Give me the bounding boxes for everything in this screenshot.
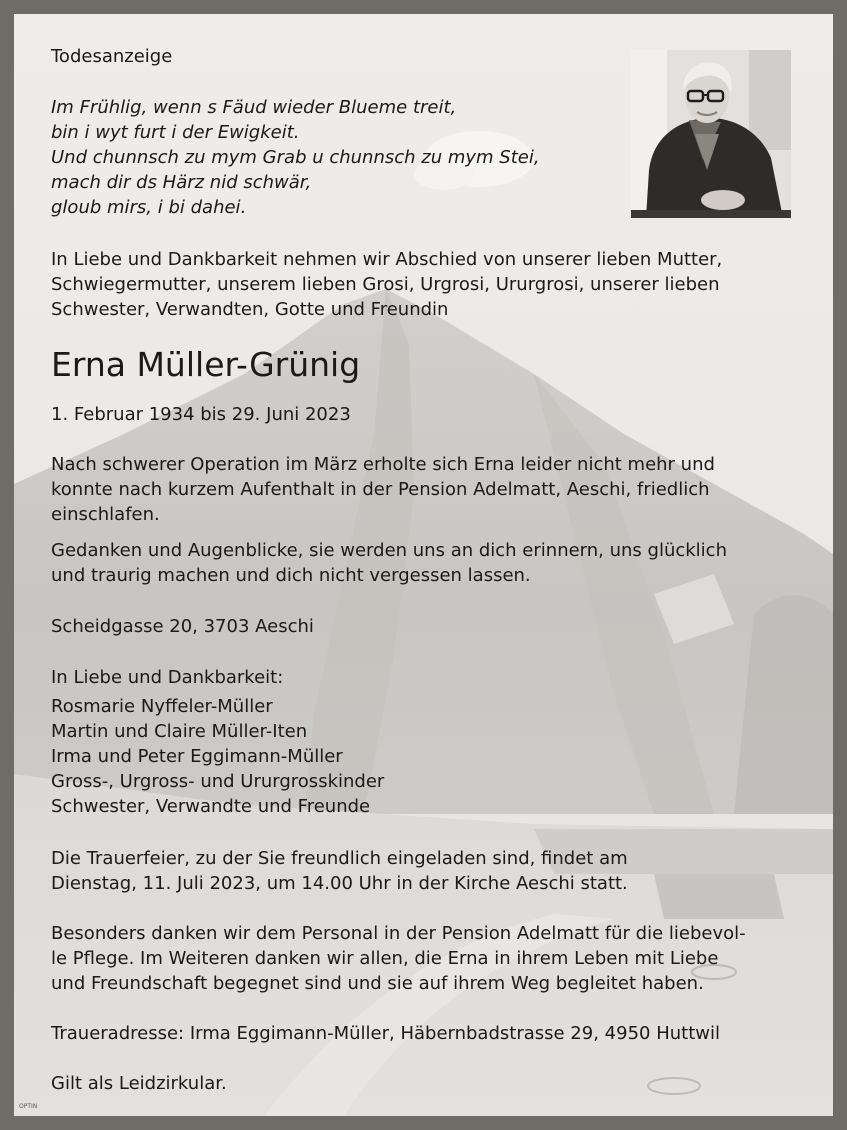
deceased-name: Erna Müller-Grünig [51,345,361,384]
mourners-heading: In Liebe und Dankbarkeit: [51,667,284,688]
poem-line: mach dir ds Härz nid schwär, [51,172,312,193]
mourner-entry: Irma und Peter Eggimann-Müller [51,746,343,767]
home-address: Scheidgasse 20, 3703 Aeschi [51,616,314,637]
mourner-entry: Martin und Claire Müller-Iten [51,721,308,742]
paragraph-line: und traurig machen und dich nicht vergessen lassen. [51,565,531,586]
poem-line: gloub mirs, i bi dahei. [51,197,247,218]
paragraph-line: Nach schwerer Operation im März erholte sich Erna leider nicht mehr und [51,454,715,475]
poem-line: Im Frühlig, wenn s Fäud wieder Blueme treit, [51,97,457,118]
paragraph-line: Gedanken und Augenblicke, sie werden uns an dich erinnern, uns glücklich [51,540,727,561]
intro-line: Schwiegermutter, unserem lieben Grosi, Urgrosi, Ururgrosi, unserer lieben [51,274,720,295]
obituary-text [14,14,833,1116]
life-dates: 1. Februar 1934 bis 29. Juni 2023 [51,404,351,425]
thanks-line: und Freundschaft begegnet sind und sie auf ihrem Weg begleitet haben. [51,973,704,994]
obituary-card [14,14,833,1116]
credit-text: OPTIN [19,1103,38,1110]
service-line: Die Trauerfeier, zu der Sie freundlich eingeladen sind, findet am [51,848,628,869]
thanks-line: le Pflege. Im Weiteren danken wir allen, die Erna in ihrem Leben mit Liebe [51,948,719,969]
mourner-entry: Gross-, Urgross- und Ururgrosskinder [51,771,385,792]
intro-line: In Liebe und Dankbarkeit nehmen wir Abschied von unserer lieben Mutter, [51,249,723,270]
document-heading: Todesanzeige [51,46,173,67]
paragraph-line: einschlafen. [51,504,160,525]
thanks-line: Besonders danken wir dem Personal in der Pension Adelmatt für die liebevol- [51,923,746,944]
mourner-entry: Rosmarie Nyffeler-Müller [51,696,273,717]
paragraph-line: konnte nach kurzem Aufenthalt in der Pension Adelmatt, Aeschi, friedlich [51,479,710,500]
closing-note: Gilt als Leidzirkular. [51,1073,227,1094]
service-line: Dienstag, 11. Juli 2023, um 14.00 Uhr in der Kirche Aeschi statt. [51,873,628,894]
poem-line: Und chunnsch zu mym Grab u chunnsch zu mym Stei, [51,147,540,168]
intro-line: Schwester, Verwandten, Gotte und Freundin [51,299,449,320]
poem-line: bin i wyt furt i der Ewigkeit. [51,122,300,143]
mourning-address: Traueradresse: Irma Eggimann-Müller, Häbernbadstrasse 29, 4950 Huttwil [51,1023,720,1044]
mourner-entry: Schwester, Verwandte und Freunde [51,796,371,817]
